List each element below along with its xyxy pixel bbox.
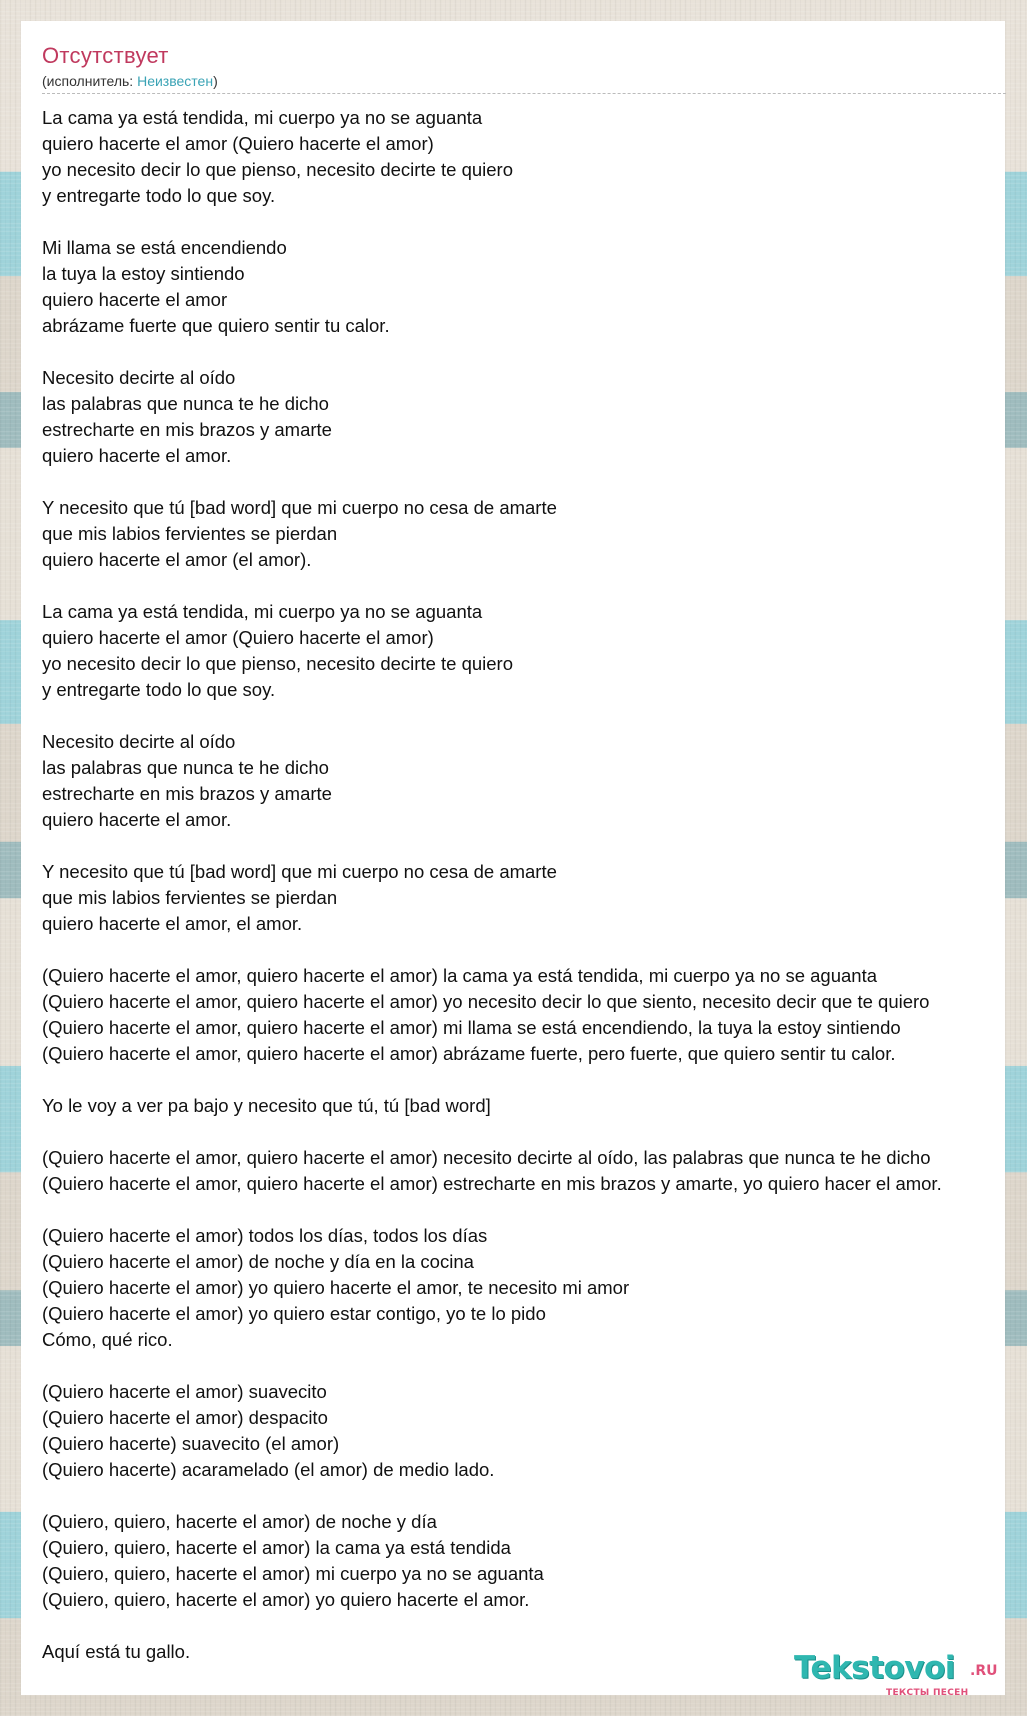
artist-line xyxy=(42,73,218,89)
lyrics-text: La cama ya está tendida, mi cuerpo ya no se aguanta quiero hacerte el amor (Quiero hacerte el amor) yo necesito decir lo que pienso, necesito decirte te quiero y entregarte todo lo que soy. Mi llama se está encendiendo la tuya la estoy sintiendo quiero hacerte el amor abrázame fuerte que quiero sentir tu calor. Necesito decirte al oído las palabras que nunca te he dicho estrecharte en mis brazos y amarte quiero hacerte el amor. Y necesito que tú [bad word] que mi cuerpo no cesa de amarte que mis labios fervientes se pierdan quiero hacerte el amor (el amor). La cama ya está tendida, mi cuerpo ya no se aguanta quiero hacerte el amor (Quiero hacerte el amor) yo necesito decir lo que pienso, necesito decirte te quiero y entregarte todo lo que soy. Necesito decirte al oído las palabras que nunca te he dicho estrecharte en mis brazos y amarte quiero hacerte el amor. Y necesito que tú [bad word] que mi cuerpo no cesa de amarte que mis labios fervientes se pierdan quiero hacerte el amor, el amor. (Quiero hacerte el amor, quiero hacerte el amor) la cama ya está tendida, mi cuerpo ya no se aguanta (Quiero hacerte el amor, quiero hacerte el amor) yo necesito decir lo que siento, necesito decir que te quiero (Quiero hacerte el amor, quiero hacerte el amor) mi llama se está encendiendo, la tuya la estoy sintiendo (Quiero hacerte el amor, quiero hacerte el amor) abrázame fuerte, pero fuerte, que quiero sentir tu calor. Yo le voy a ver pa bajo y necesito que tú, tú [bad word] (Quiero hacerte el amor, quiero hacerte el amor) necesito decirte al oído, las palabras que nunca te he dicho (Quiero hacerte el amor, quiero hacerte el amor) estrecharte en mis brazos y amarte, yo quiero hacer el amor. (Quiero hacerte el amor) todos los días, todos los días (Quiero hacerte el amor) de noche y día en la cocina (Quiero hacerte el amor) yo quiero hacerte el amor, te necesito mi amor (Quiero hacerte el amor) yo quiero estar contigo, yo te lo pido Cómo, qué rico. (Quiero hacerte el amor) suavecito (Quiero hacerte el amor) despacito (Quiero hacerte) suavecito (el amor) (Quiero hacerte) acaramelado (el amor) de medio lado. (Quiero, quiero, hacerte el amor) de noche y día (Quiero, quiero, hacerte el amor) la cama ya está tendida (Quiero, quiero, hacerte el amor) mi cuerpo ya no se aguanta (Quiero, quiero, hacerte el amor) yo quiero hacerte el amor. Aquí está tu gallo. xyxy=(42,107,942,1662)
site-logo[interactable] xyxy=(794,1650,1000,1698)
title-divider xyxy=(42,93,1006,94)
artist-link[interactable]: Неизвестен xyxy=(137,73,214,89)
artist-suffix: ) xyxy=(213,73,218,89)
logo-tld: .RU xyxy=(970,1663,998,1679)
song-title: Отсутствует xyxy=(42,43,169,68)
artist-prefix: (исполнитель: xyxy=(42,73,138,89)
logo-wordmark: Tekstovoi xyxy=(794,1650,955,1686)
logo-tagline: ТЕКСТЫ ПЕСЕН xyxy=(886,1688,969,1698)
lyrics-card xyxy=(21,21,1005,1695)
